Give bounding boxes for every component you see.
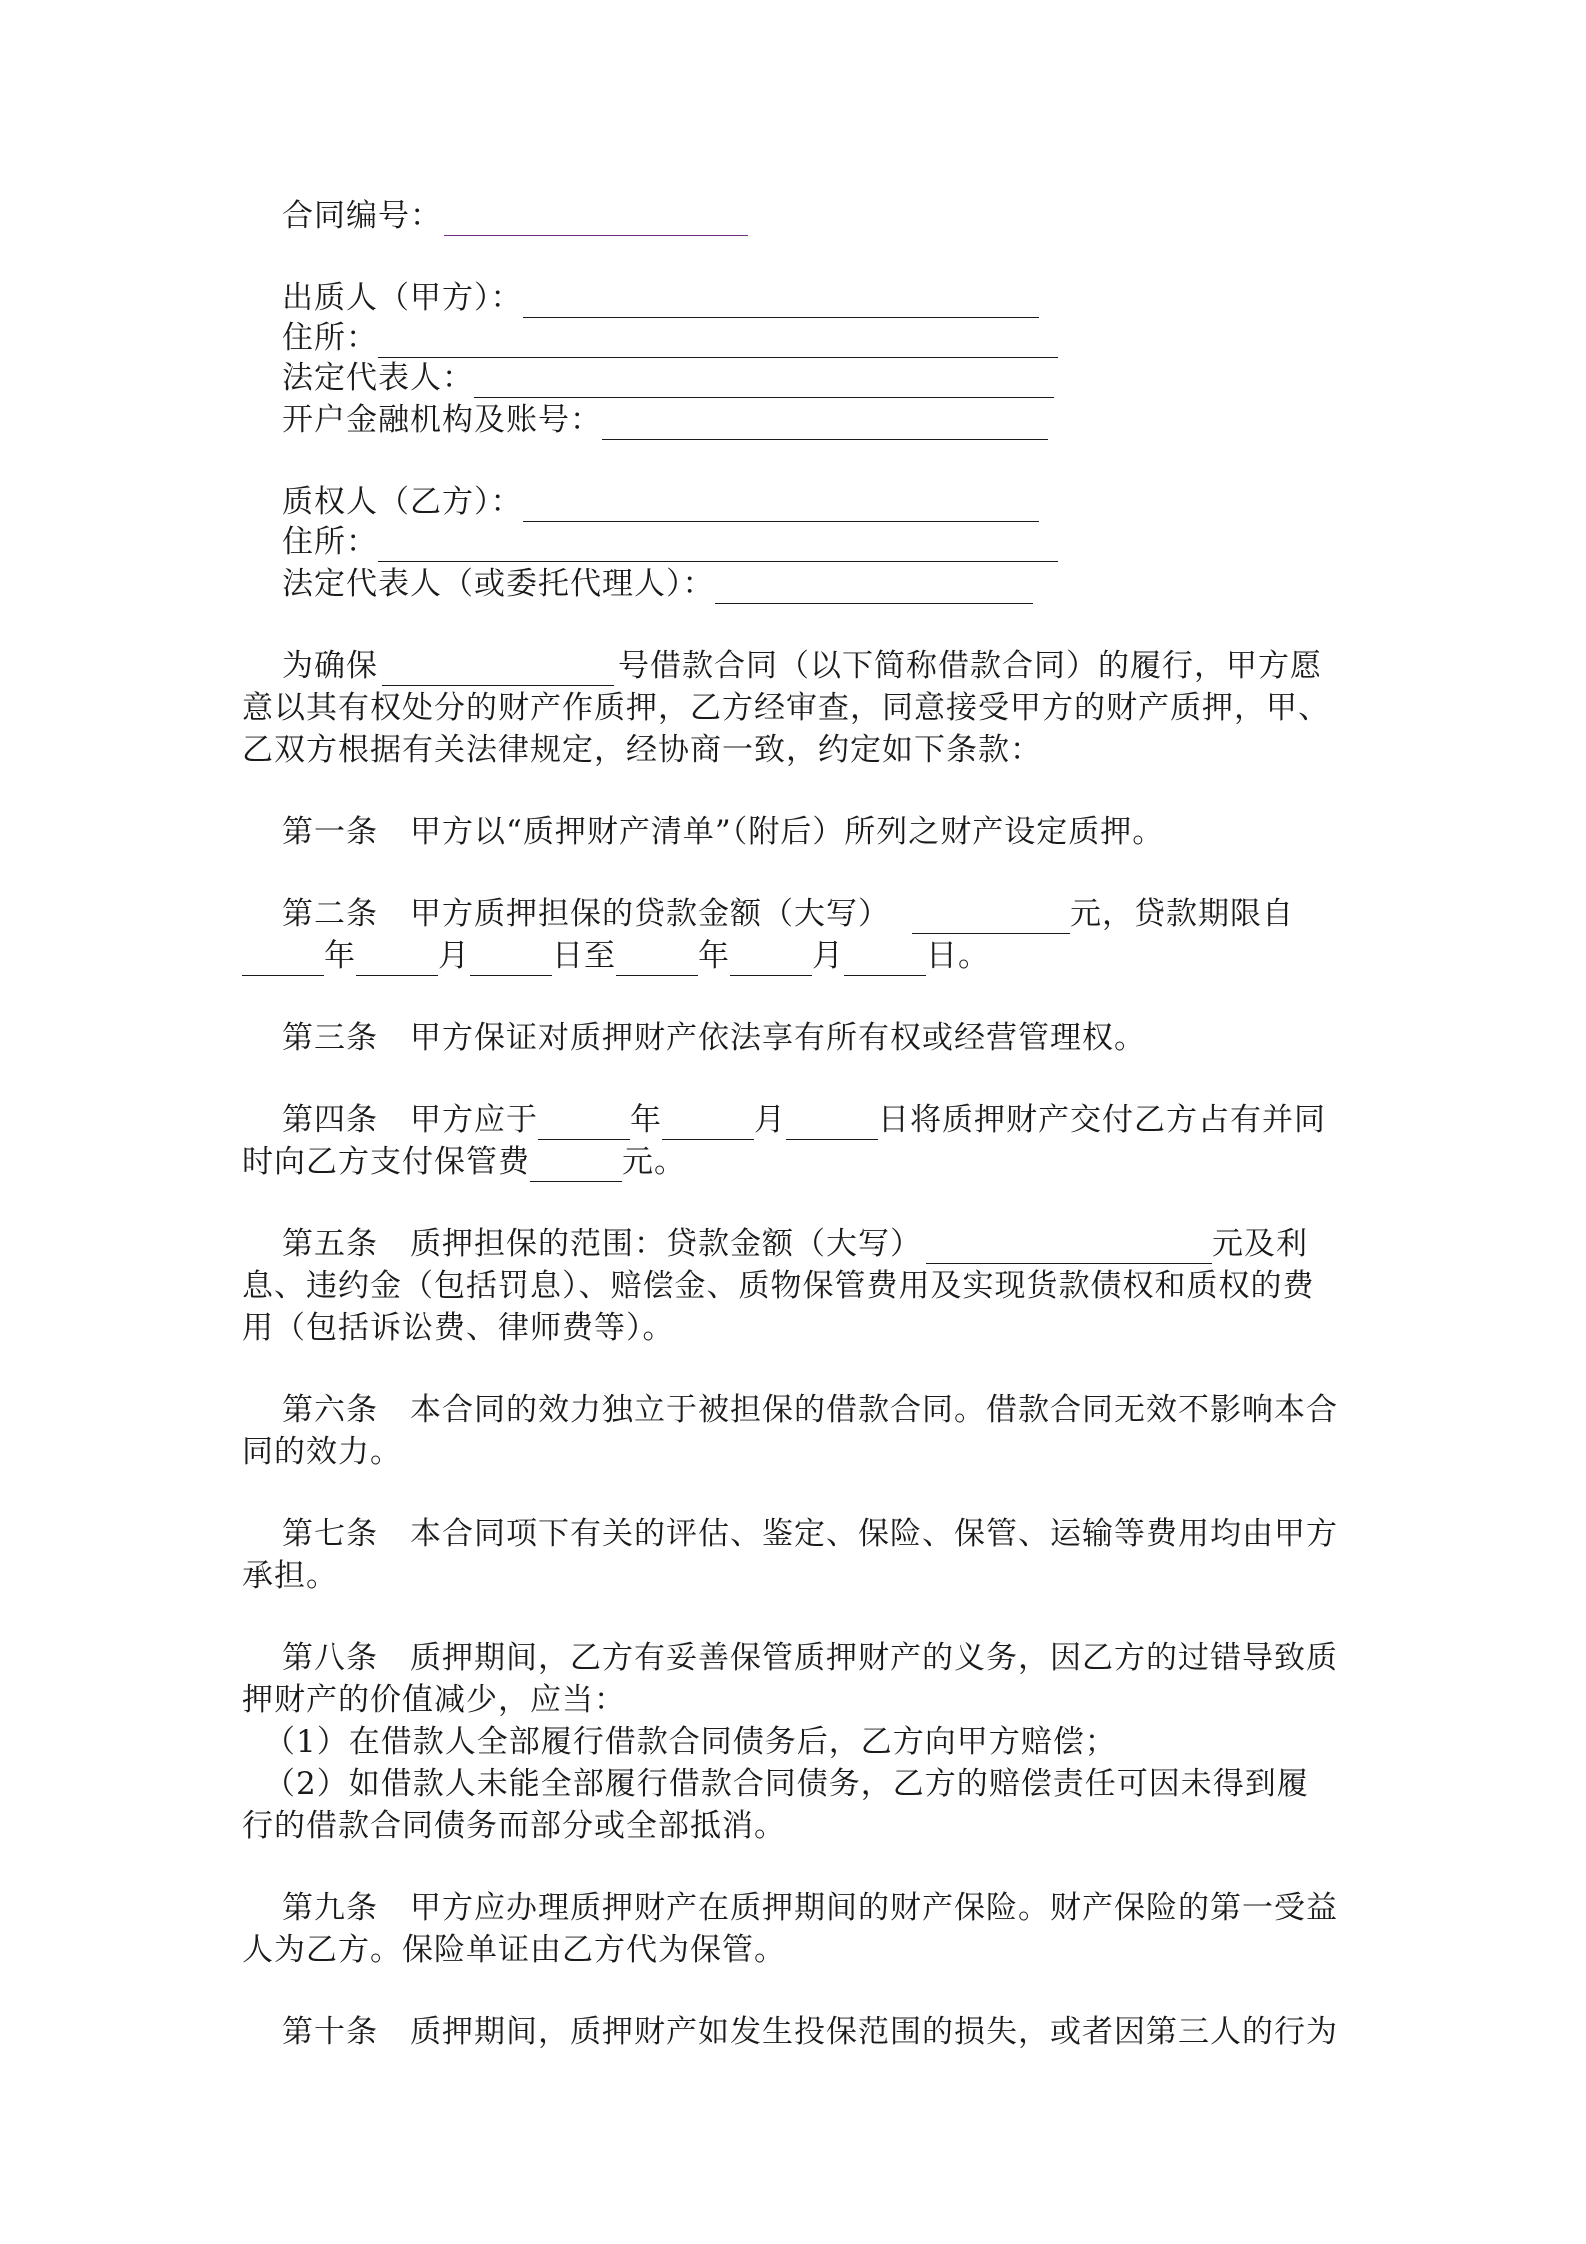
- article-4-text-2b: 元。: [622, 1144, 686, 1180]
- article-8-line-3: （1）在借款人全部履行借款合同债务后，乙方向甲方赔偿；: [264, 1724, 1117, 1760]
- party-b-name-line: [282, 482, 1039, 522]
- party-a-rep-blank[interactable]: [474, 363, 1054, 398]
- article-3-line-1: 第三条 甲方保证对质押财产依法享有所有权或经营管理权。: [282, 1020, 1146, 1056]
- article-4-text-2a: 时向乙方支付保管费: [242, 1144, 530, 1180]
- article-4-text-1a: 第四条 甲方应于: [282, 1102, 538, 1138]
- article-4-line-2: [242, 1142, 686, 1182]
- article-8-line-2: 押财产的价值减少，应当：: [242, 1682, 626, 1718]
- party-b-rep-label: 法定代表人（或委托代理人）：: [282, 566, 715, 602]
- party-a-name-blank[interactable]: [523, 283, 1039, 318]
- article-8-line-4: （2）如借款人未能全部履行借款合同债务，乙方的赔偿责任可因未得到履: [264, 1766, 1309, 1802]
- preamble-text-1a: 为确保: [282, 648, 378, 684]
- article-5-text-1b: 元及利: [1212, 1226, 1308, 1262]
- article-10-line-1: 第十条 质押期间，质押财产如发生投保范围的损失，或者因第三人的行为: [282, 2014, 1338, 2050]
- party-a-name-label: 出质人（甲方）：: [282, 280, 523, 316]
- preamble-line-3: 乙双方根据有关法律规定，经协商一致，约定如下条款：: [242, 732, 1042, 768]
- article-9-line-1: 第九条 甲方应办理质押财产在质押期间的财产保险。财产保险的第一受益: [282, 1890, 1338, 1926]
- article-4-text-1b: 日将质押财产交付乙方占有并同: [878, 1102, 1326, 1138]
- party-b-rep-blank[interactable]: [715, 569, 1033, 604]
- party-b-name-blank[interactable]: [523, 487, 1039, 522]
- deliver-month-blank[interactable]: [662, 1105, 754, 1140]
- end-month-label: 月: [812, 938, 844, 974]
- article-7-line-2: 承担。: [242, 1558, 338, 1594]
- party-b-name-label: 质权人（乙方）：: [282, 484, 523, 520]
- article-5-line-2: 息、违约金（包括罚息）、赔偿金、质物保管费用及实现货款债权和质权的费: [242, 1268, 1315, 1304]
- article-5-line-1: [282, 1224, 1308, 1264]
- start-month-label: 月: [438, 938, 470, 974]
- guarantee-amount-blank[interactable]: [926, 1229, 1212, 1264]
- start-year-label: 年: [324, 938, 356, 974]
- article-5-text-1a: 第五条 质押担保的范围：贷款金额（大写）: [282, 1226, 922, 1262]
- contract-no-label: 合同编号：: [282, 198, 442, 234]
- party-a-address-blank[interactable]: [378, 323, 1058, 358]
- article-2-text-1a: 第二条 甲方质押担保的贷款金额（大写）: [282, 896, 890, 932]
- article-6-line-2: 同的效力。: [242, 1434, 402, 1470]
- end-year-label: 年: [698, 938, 730, 974]
- start-month-blank[interactable]: [356, 941, 438, 976]
- custody-fee-blank[interactable]: [530, 1147, 622, 1182]
- start-day-label: 日至: [552, 938, 616, 974]
- party-a-rep-label: 法定代表人：: [282, 360, 474, 396]
- party-b-address-blank[interactable]: [378, 527, 1058, 562]
- loan-contract-no-blank[interactable]: [382, 651, 614, 686]
- preamble-line-1: [282, 646, 1322, 686]
- party-b-address-line: [282, 522, 1058, 562]
- deliver-day-blank[interactable]: [786, 1105, 878, 1140]
- party-b-address-label: 住所：: [282, 524, 378, 560]
- party-a-bank-label: 开户金融机构及账号：: [282, 402, 602, 438]
- article-4-line-1: [282, 1100, 1326, 1140]
- deliver-year-blank[interactable]: [538, 1105, 630, 1140]
- article-2-text-1b: 元，贷款期限自: [1070, 896, 1294, 932]
- article-2-line-2: [242, 936, 990, 976]
- end-day-label: 日。: [926, 938, 990, 974]
- article-1-line-1: 第一条 甲方以“质押财产清单”（附后）所列之财产设定质押。: [282, 814, 1165, 850]
- party-a-name-line: [282, 278, 1039, 318]
- start-year-blank[interactable]: [242, 941, 324, 976]
- article-7-line-1: 第七条 本合同项下有关的评估、鉴定、保险、保管、运输等费用均由甲方: [282, 1516, 1338, 1552]
- party-a-bank-line: [282, 400, 1048, 440]
- preamble-text-1b: 号借款合同（以下简称借款合同）的履行，甲方愿: [618, 648, 1322, 684]
- article-5-line-3: 用（包括诉讼费、律师费等）。: [242, 1310, 675, 1346]
- party-a-address-label: 住所：: [282, 320, 378, 356]
- end-day-blank[interactable]: [844, 941, 926, 976]
- contract-no-line: [282, 196, 748, 236]
- deliver-month-label: 月: [754, 1102, 786, 1138]
- article-9-line-2: 人为乙方。保险单证由乙方代为保管。: [242, 1932, 786, 1968]
- party-a-bank-blank[interactable]: [602, 405, 1048, 440]
- party-a-rep-line: [282, 358, 1054, 398]
- loan-amount-blank[interactable]: [912, 899, 1070, 934]
- deliver-year-label: 年: [630, 1102, 662, 1138]
- start-day-blank[interactable]: [470, 941, 552, 976]
- end-year-blank[interactable]: [616, 941, 698, 976]
- contract-no-blank[interactable]: [444, 201, 748, 236]
- end-month-blank[interactable]: [730, 941, 812, 976]
- article-2-line-1: [282, 894, 1294, 934]
- article-8-line-5: 行的借款合同债务而部分或全部抵消。: [242, 1808, 786, 1844]
- article-6-line-1: 第六条 本合同的效力独立于被担保的借款合同。借款合同无效不影响本合: [282, 1392, 1338, 1428]
- preamble-line-2: 意以其有权处分的财产作质押，乙方经审查，同意接受甲方的财产质押，甲、: [242, 690, 1330, 726]
- party-b-rep-line: [282, 564, 1033, 604]
- party-a-address-line: [282, 318, 1058, 358]
- article-8-line-1: 第八条 质押期间，乙方有妥善保管质押财产的义务，因乙方的过错导致质: [282, 1640, 1338, 1676]
